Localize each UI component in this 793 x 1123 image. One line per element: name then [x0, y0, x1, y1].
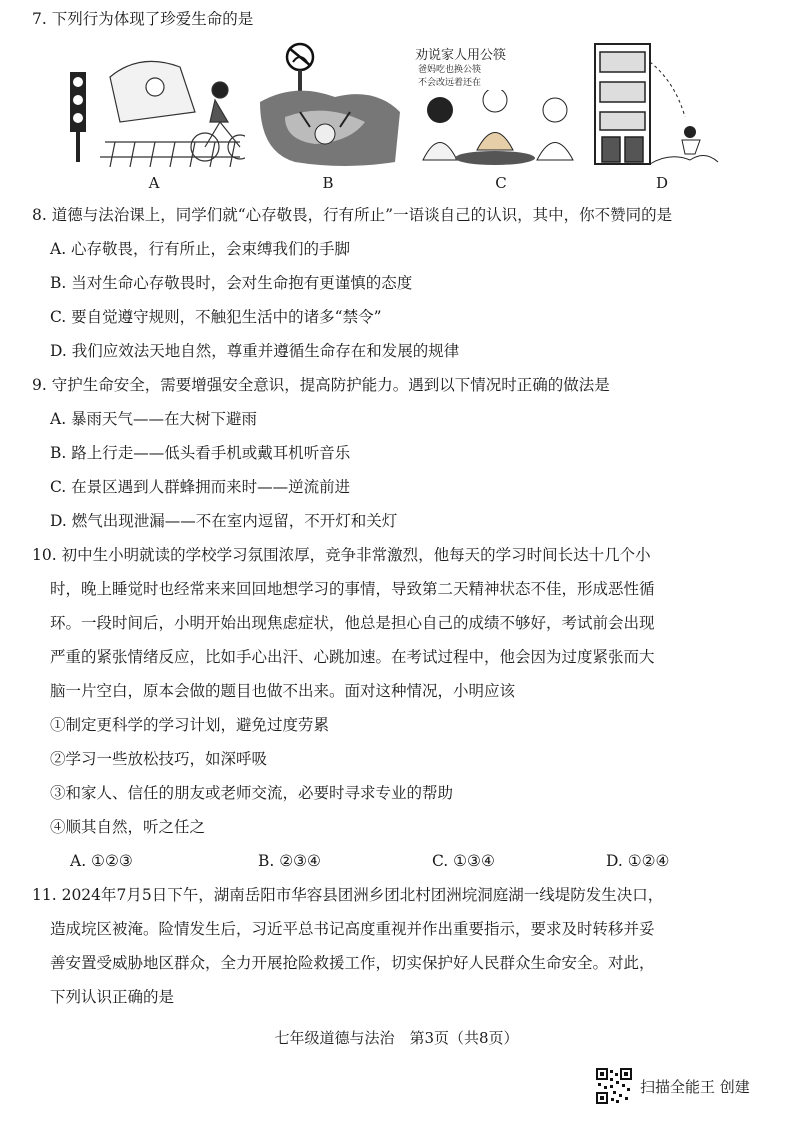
q11-line-4: 下列认识正确的是: [50, 988, 175, 1006]
q10-choice-c: C. ①③④: [432, 852, 495, 870]
q10-line-5: 脑一片空白，原本会做的题目也做不出来。面对这种情况，小明应该: [50, 682, 516, 700]
q11-line-2: 造成垸区被淹。险情发生后，习近平总书记高度重视并作出重要指示，要求及时转移并妥: [50, 920, 655, 938]
scanner-brand: [596, 1068, 750, 1104]
q10-line-4: 严重的紧张情绪反应，比如手心出汗、心跳加速。在考试过程中，他会因为过度紧张而大: [50, 648, 655, 666]
image-c-bubble-1: 爸妈吃也换公筷: [418, 65, 482, 75]
car-crossing-illustration-icon: [60, 42, 245, 170]
q10-item-2: ②学习一些放松技巧，如深呼吸: [50, 750, 268, 768]
q10-line-3: 环。一段时间后，小明开始出现焦虑症状，他总是担心自己的成绩不够好，考试前会出现: [50, 614, 655, 632]
image-c-bubble-2: 不会改远着还在: [418, 78, 482, 88]
q10-item-3: ③和家人、信任的朋友或老师交流，必要时寻求专业的帮助: [50, 784, 454, 802]
q10-line-2: 时，晚上睡觉时也经常来来回回地想学习的事情，导致第二天精神状态不佳，形成恶性循: [50, 580, 655, 598]
q10-item-1: ①制定更科学的学习计划，避免过度劳累: [50, 716, 330, 734]
q8-option-c: C. 要自觉遵守规则，不触犯生活中的诸多“禁令”: [50, 308, 382, 326]
image-b-label: B: [322, 174, 334, 192]
brand-text: 扫描全能王 创建: [640, 1077, 750, 1096]
family-dining-illustration-icon: [415, 90, 580, 170]
q7-stem: 7. 下列行为体现了珍爱生命的是: [32, 10, 254, 28]
q10-choice-b: B. ②③④: [258, 852, 321, 870]
q8-stem: 8. 道德与法治课上，同学们就“心存敬畏，行有所止”一语谈自己的认识，其中，你不赞同的是: [32, 206, 673, 224]
building-balcony-illustration-icon: [590, 42, 720, 170]
q8-option-b: B. 当对生命心存敬畏时，会对生命抱有更谨慎的态度: [50, 274, 413, 292]
q11-line-3: 善安置受威胁地区群众，全力开展抢险救援工作，切实保护好人民群众生命安全。对此，: [50, 954, 655, 972]
page-footer: 七年级道德与法治 第3页（共8页）: [274, 1029, 519, 1047]
q8-option-a: A. 心存敬畏，行有所止，会束缚我们的手脚: [50, 240, 351, 258]
q9-option-d: D. 燃气出现泄漏——不在室内逗留，不开灯和关灯: [50, 512, 398, 530]
q10-choice-d: D. ①②④: [606, 852, 670, 870]
q10-item-4: ④顺其自然，听之任之: [50, 818, 206, 836]
q9-stem: 9. 守护生命安全，需要增强安全意识，提高防护能力。遇到以下情况时正确的做法是: [32, 376, 610, 394]
q9-option-b: B. 路上行走——低头看手机或戴耳机听音乐: [50, 444, 351, 462]
q9-option-c: C. 在景区遇到人群蜂拥而来时——逆流前进: [50, 478, 351, 496]
q10-choice-a: A. ①②③: [70, 852, 133, 870]
q11-line-1: 11. 2024年7月5日下午，湖南岳阳市华容县团洲乡团北村团洲垸洞庭湖一线堤防发生决口，: [32, 886, 664, 904]
image-c-caption: 劝说家人用公筷: [415, 48, 507, 63]
q9-option-a: A. 暴雨天气——在大树下避雨: [50, 410, 258, 428]
image-c-label: C: [495, 174, 507, 192]
image-d-label: D: [655, 174, 669, 192]
q10-line-1: 10. 初中生小明就读的学校学习氛围浓厚，竞争非常激烈，他每天的学习时间长达十几个小: [32, 546, 651, 564]
image-a-label: A: [148, 174, 160, 192]
qr-code-icon: [596, 1068, 632, 1104]
swimming-warning-illustration-icon: [255, 42, 405, 170]
q8-option-d: D. 我们应效法天地自然，尊重并遵循生命存在和发展的规律: [50, 342, 460, 360]
